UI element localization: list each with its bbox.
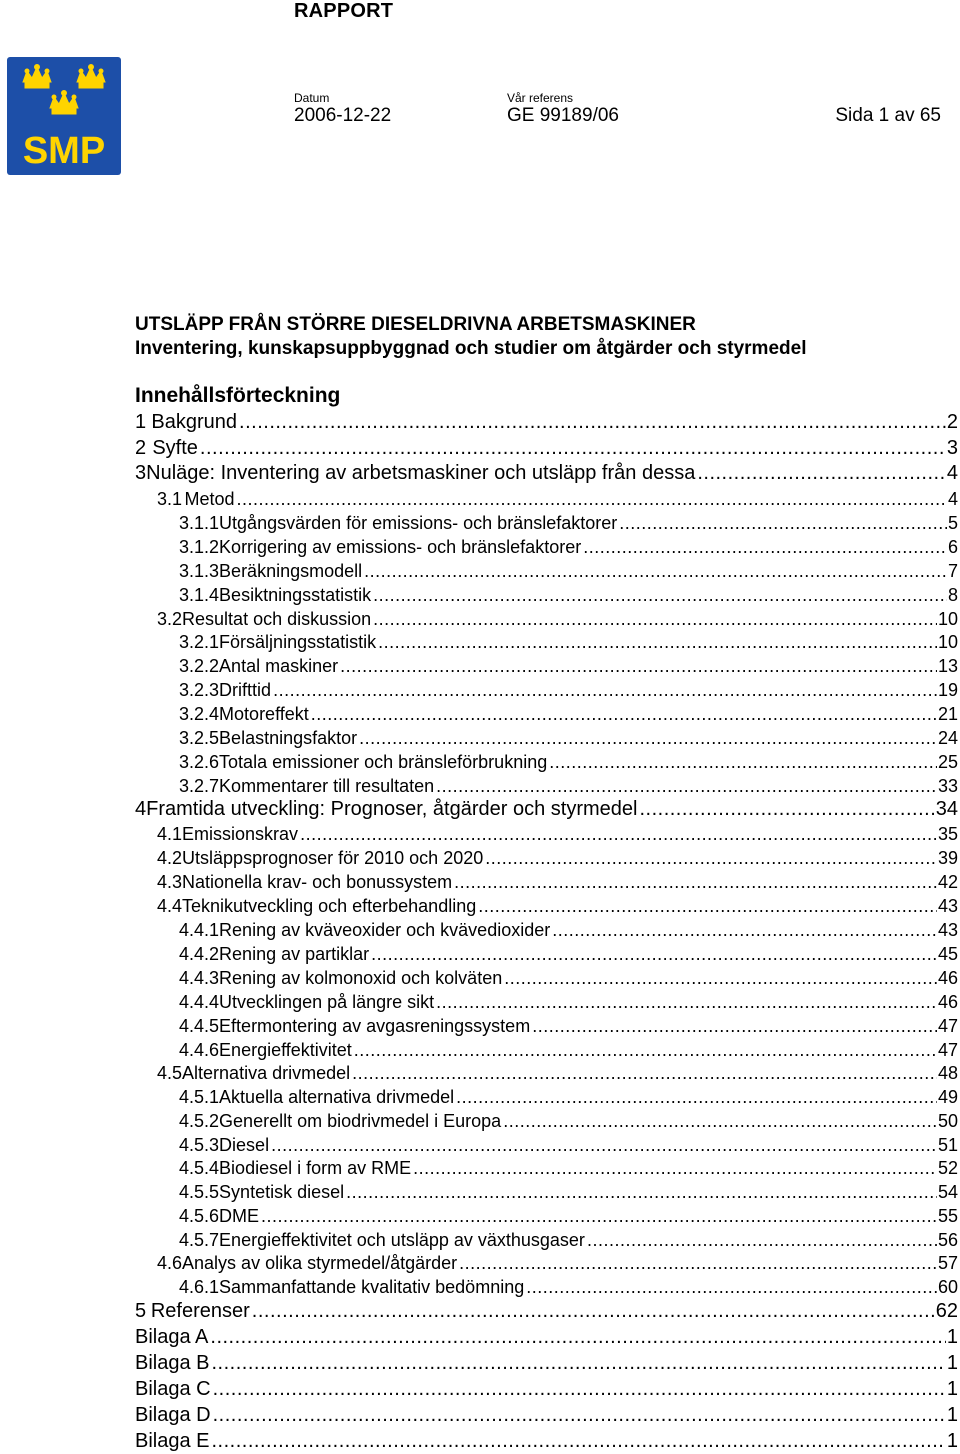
toc-entry-title: Aktuella alternativa drivmedel — [219, 1087, 455, 1107]
toc-entry-title: Bilaga A — [135, 1326, 209, 1348]
date-value: 2006-12-22 — [294, 105, 392, 126]
toc-entry-title: Bilaga D — [135, 1404, 211, 1426]
reference-label: Vår referens — [507, 91, 574, 105]
toc-entry-title: Bilaga C — [135, 1378, 211, 1400]
toc-entry-number: 4.4.5 — [179, 1016, 220, 1036]
toc-dot-leader — [371, 945, 937, 963]
toc-entry-page: 3 — [946, 437, 958, 459]
toc-entry-number: 4.4.1 — [179, 920, 220, 940]
toc-entry-page: 2 — [946, 411, 958, 433]
toc-entry-title: Metod — [184, 489, 235, 509]
toc-entry-page: 54 — [937, 1182, 958, 1202]
toc-entry-page: 7 — [947, 561, 958, 581]
toc-entry-number: 3.1.4 — [179, 585, 220, 605]
toc-entry[interactable] — [179, 1136, 958, 1154]
toc-entry-page: 56 — [937, 1230, 958, 1250]
toc-entry[interactable] — [179, 1231, 958, 1249]
toc-entry-title: Försäljningsstatistik — [219, 632, 377, 652]
toc-entry[interactable] — [179, 1207, 958, 1225]
toc-dot-leader — [478, 897, 937, 915]
toc-entry-page: 34 — [935, 798, 958, 820]
report-title: UTSLÄPP FRÅN STÖRRE DIESELDRIVNA ARBETSMASKINER — [135, 314, 696, 335]
toc-dot-leader — [456, 1088, 937, 1106]
toc-entry-page: 50 — [937, 1111, 958, 1131]
toc-entry-page: 39 — [937, 848, 958, 868]
toc-entry[interactable] — [179, 538, 958, 556]
toc-entry-title: Nationella krav- och bonussystem — [182, 872, 453, 892]
toc-entry-page: 1 — [946, 1378, 958, 1400]
toc-entry[interactable] — [179, 1159, 958, 1177]
toc-dot-leader — [373, 610, 937, 628]
toc-dot-leader — [359, 729, 937, 747]
toc-entry-page: 10 — [937, 632, 958, 652]
toc-entry[interactable] — [179, 729, 958, 747]
toc-entry-number: 4.4.2 — [179, 944, 220, 964]
toc-entry-page: 42 — [937, 872, 958, 892]
toc-entry-title: Energieffektivitet och utsläpp av växthusgaser — [219, 1230, 585, 1250]
toc-entry-page: 4 — [947, 489, 958, 509]
toc-entry[interactable] — [135, 1353, 958, 1373]
toc-entry-title: Beräkningsmodell — [219, 561, 363, 581]
toc-dot-leader — [454, 873, 937, 891]
toc-entry-title: Rening av kväveoxider och kvävedioxider — [219, 920, 551, 940]
toc-entry-title: Motoreffekt — [219, 704, 309, 724]
toc-entry-title: Emissionskrav — [182, 824, 299, 844]
toc-entry-title: Energieffektivitet — [219, 1040, 352, 1060]
toc-entry-page: 43 — [937, 920, 958, 940]
toc-entry-page: 47 — [937, 1040, 958, 1060]
toc-entry-number: 4.5.6 — [179, 1206, 220, 1226]
toc-entry-page: 1 — [946, 1430, 958, 1452]
toc-entry[interactable] — [157, 873, 958, 891]
toc-entry-page: 52 — [937, 1158, 958, 1178]
toc-entry[interactable] — [179, 1017, 958, 1035]
toc-entry-number: 5 — [135, 1300, 147, 1322]
toc-entry[interactable] — [179, 969, 958, 987]
toc-entry-title: Bilaga B — [135, 1352, 210, 1374]
toc-entry[interactable] — [179, 586, 958, 604]
toc-entry[interactable] — [157, 1064, 958, 1082]
toc-entry-number: 3.2.1 — [179, 632, 220, 652]
toc-dot-leader — [354, 1041, 937, 1059]
toc-entry-number: 4.5.4 — [179, 1158, 220, 1178]
toc-entry[interactable] — [179, 1041, 958, 1059]
toc-entry-page: 57 — [937, 1253, 958, 1273]
toc-dot-leader — [212, 1431, 946, 1451]
toc-entry-page: 47 — [937, 1016, 958, 1036]
toc-dot-leader — [271, 1136, 937, 1154]
logo-text: SMP — [22, 130, 106, 172]
toc-entry[interactable] — [157, 825, 958, 843]
toc-entry-page: 46 — [937, 992, 958, 1012]
toc-entry-title: Analys av olika styrmedel/åtgärder — [182, 1253, 458, 1273]
toc-entry-number: 4.5.3 — [179, 1135, 220, 1155]
toc-entry-page: 1 — [946, 1326, 958, 1348]
toc-entry[interactable] — [179, 633, 958, 651]
toc-entry-page: 51 — [937, 1135, 958, 1155]
toc-entry-title: Resultat och diskussion — [182, 609, 372, 629]
toc-heading: Innehållsförteckning — [135, 384, 341, 407]
toc-entry-number: 4.5.7 — [179, 1230, 220, 1250]
toc-entry-title: Syntetisk diesel — [219, 1182, 345, 1202]
toc-entry-title: Kommentarer till resultaten — [219, 776, 435, 796]
toc-entry-title: Sammanfattande kvalitativ bedömning — [219, 1277, 525, 1297]
toc-entry-page: 10 — [937, 609, 958, 629]
toc-entry-title: Alternativa drivmedel — [182, 1063, 351, 1083]
toc-entry-title: Teknikutveckling och efterbehandling — [182, 896, 477, 916]
toc-entry-page: 19 — [937, 680, 958, 700]
toc-entry[interactable] — [179, 657, 958, 675]
toc-entry[interactable] — [157, 897, 958, 915]
toc-dot-leader — [503, 1112, 937, 1130]
toc-dot-leader — [212, 1353, 946, 1373]
toc-entry-number: 3.1.3 — [179, 561, 220, 581]
toc-dot-leader — [532, 1017, 937, 1035]
date-label: Datum — [294, 91, 330, 105]
toc-entry-title: Belastningsfaktor — [219, 728, 358, 748]
toc-entry-page: 13 — [937, 656, 958, 676]
toc-entry[interactable] — [135, 438, 958, 458]
toc-dot-leader — [504, 969, 937, 987]
toc-dot-leader — [583, 538, 947, 556]
toc-dot-leader — [378, 633, 937, 651]
toc-dot-leader — [200, 438, 946, 458]
toc-dot-leader — [619, 514, 947, 532]
toc-entry-page: 55 — [937, 1206, 958, 1226]
smp-logo — [7, 57, 121, 175]
toc-entry-page: 4 — [946, 462, 958, 484]
toc-entry[interactable] — [135, 1301, 958, 1321]
toc-entry[interactable] — [157, 610, 958, 628]
toc-dot-leader — [213, 1405, 946, 1425]
toc-dot-leader — [697, 463, 946, 483]
toc-dot-leader — [459, 1254, 937, 1272]
toc-entry[interactable] — [135, 1327, 958, 1347]
toc-entry-title: Bilaga E — [135, 1430, 210, 1452]
toc-dot-leader — [485, 849, 937, 867]
toc-entry-title: Syfte — [152, 437, 198, 459]
toc-entry[interactable] — [157, 849, 958, 867]
toc-entry-number: 3.2.3 — [179, 680, 220, 700]
toc-entry[interactable] — [179, 993, 958, 1011]
smp-logo-graphic — [7, 57, 121, 175]
toc-entry-page: 6 — [947, 537, 958, 557]
toc-entry-number: 3 — [135, 462, 147, 484]
toc-entry-number: 3.2.4 — [179, 704, 220, 724]
toc-dot-leader — [311, 705, 937, 723]
toc-dot-leader — [213, 1379, 946, 1399]
toc-entry-title: Totala emissioner och bränsleförbrukning — [219, 752, 548, 772]
toc-entry-title: Diesel — [219, 1135, 270, 1155]
toc-entry-number: 4.4 — [157, 896, 183, 916]
toc-entry-title: Bakgrund — [151, 411, 238, 433]
toc-entry-number: 3.1 — [157, 489, 183, 509]
toc-entry-number: 2 — [135, 437, 147, 459]
toc-entry-title: Antal maskiner — [219, 656, 339, 676]
toc-entry[interactable] — [135, 1405, 958, 1425]
toc-dot-leader — [346, 1183, 937, 1201]
toc-dot-leader — [261, 1207, 937, 1225]
toc-entry-title: Framtida utveckling: Prognoser, åtgärder och styrmedel — [146, 798, 638, 820]
toc-dot-leader — [364, 562, 947, 580]
toc-entry[interactable] — [179, 1278, 958, 1296]
page-indicator: Sida 1 av 65 — [835, 105, 941, 126]
toc-entry-page: 35 — [937, 824, 958, 844]
toc-entry-page: 8 — [947, 585, 958, 605]
toc-entry[interactable] — [179, 753, 958, 771]
toc-dot-leader — [436, 777, 937, 795]
toc-entry[interactable] — [135, 1431, 958, 1451]
toc-entry-number: 3.2.7 — [179, 776, 220, 796]
toc-entry-page: 21 — [937, 704, 958, 724]
toc-dot-leader — [340, 657, 937, 675]
toc-entry-number: 4.5.2 — [179, 1111, 220, 1131]
toc-entry[interactable] — [179, 777, 958, 795]
toc-entry-number: 4.1 — [157, 824, 183, 844]
toc-dot-leader — [273, 681, 937, 699]
toc-dot-leader — [413, 1159, 937, 1177]
toc-dot-leader — [526, 1278, 937, 1296]
toc-entry[interactable] — [179, 514, 958, 532]
toc-entry-title: Besiktningsstatistik — [219, 585, 372, 605]
toc-entry-title: Korrigering av emissions- och bränslefaktorer — [219, 537, 582, 557]
toc-entry-number: 4.5 — [157, 1063, 183, 1083]
toc-entry-page: 25 — [937, 752, 958, 772]
toc-dot-leader — [352, 1064, 937, 1082]
toc-entry-number: 4.3 — [157, 872, 183, 892]
toc-entry[interactable] — [179, 705, 958, 723]
toc-entry-title: Biodiesel i form av RME — [219, 1158, 412, 1178]
toc-entry-number: 3.2.2 — [179, 656, 220, 676]
document-type: RAPPORT — [294, 0, 394, 22]
toc-entry-number: 4.6.1 — [179, 1277, 220, 1297]
toc-dot-leader — [236, 490, 947, 508]
toc-entry[interactable] — [179, 921, 958, 939]
toc-entry-number: 4.6 — [157, 1253, 183, 1273]
toc-entry-page: 1 — [946, 1404, 958, 1426]
toc-entry-page: 49 — [937, 1087, 958, 1107]
toc-entry-title: Rening av partiklar — [219, 944, 370, 964]
report-subtitle: Inventering, kunskapsuppbyggnad och studier om åtgärder och styrmedel — [135, 338, 807, 359]
toc-entry-page: 5 — [947, 513, 958, 533]
toc-entry[interactable] — [179, 1183, 958, 1201]
toc-dot-leader — [252, 1301, 935, 1321]
toc-entry-page: 46 — [937, 968, 958, 988]
toc-entry-page: 48 — [937, 1063, 958, 1083]
toc-entry[interactable] — [179, 945, 958, 963]
toc-entry-number: 4.5.5 — [179, 1182, 220, 1202]
toc-entry[interactable] — [135, 463, 958, 483]
toc-entry-number: 4.5.1 — [179, 1087, 220, 1107]
toc-entry-number: 4.2 — [157, 848, 183, 868]
toc-entry-title: Referenser — [150, 1300, 250, 1322]
toc-entry[interactable] — [179, 1112, 958, 1130]
reference-value: GE 99189/06 — [507, 105, 619, 126]
toc-dot-leader — [436, 993, 937, 1011]
toc-dot-leader — [210, 1327, 945, 1347]
toc-entry-number: 3.2.6 — [179, 752, 220, 772]
toc-entry-number: 1 — [135, 411, 147, 433]
toc-entry-title: Rening av kolmonoxid och kolväten — [219, 968, 503, 988]
toc-dot-leader — [639, 799, 934, 819]
toc-entry-page: 43 — [937, 896, 958, 916]
toc-entry-page: 60 — [937, 1277, 958, 1297]
toc-entry-page: 33 — [937, 776, 958, 796]
toc-entry-page: 1 — [946, 1352, 958, 1374]
toc-entry-title: Utvecklingen på längre sikt — [219, 992, 435, 1012]
toc-entry[interactable] — [157, 1254, 958, 1272]
toc-entry[interactable] — [179, 681, 958, 699]
toc-entry-number: 3.1.1 — [179, 513, 220, 533]
toc-entry[interactable] — [179, 1088, 958, 1106]
toc-entry-title: Drifttid — [219, 680, 272, 700]
toc-entry[interactable] — [157, 490, 958, 508]
toc-entry-title: DME — [219, 1206, 260, 1226]
toc-dot-leader — [549, 753, 937, 771]
toc-dot-leader — [373, 586, 947, 604]
toc-entry[interactable] — [135, 1379, 958, 1399]
toc-entry-title: Nuläge: Inventering av arbetsmaskiner och utsläpp från dessa — [146, 462, 696, 484]
toc-entry[interactable] — [135, 799, 958, 819]
toc-dot-leader — [587, 1231, 937, 1249]
toc-dot-leader — [552, 921, 937, 939]
toc-entry-number: 4.4.6 — [179, 1040, 220, 1060]
toc-entry-number: 3.2 — [157, 609, 183, 629]
toc-entry-title: Utgångsvärden för emissions- och bränslefaktorer — [219, 513, 618, 533]
toc-entry-number: 3.2.5 — [179, 728, 220, 748]
toc-entry-page: 62 — [935, 1300, 958, 1322]
toc-entry-page: 45 — [937, 944, 958, 964]
toc-entry-title: Generellt om biodrivmedel i Europa — [219, 1111, 502, 1131]
toc-entry-number: 4.4.3 — [179, 968, 220, 988]
toc-dot-leader — [239, 412, 946, 432]
toc-entry-title: Eftermontering av avgasreningssystem — [219, 1016, 531, 1036]
toc-entry-title: Utsläppsprognoser för 2010 och 2020 — [182, 848, 484, 868]
toc-entry-number: 4 — [135, 798, 147, 820]
toc-entry-number: 3.1.2 — [179, 537, 220, 557]
toc-entry-page: 24 — [937, 728, 958, 748]
toc-entry[interactable] — [179, 562, 958, 580]
toc-entry-number: 4.4.4 — [179, 992, 220, 1012]
toc-entry[interactable] — [135, 412, 958, 432]
toc-dot-leader — [300, 825, 937, 843]
